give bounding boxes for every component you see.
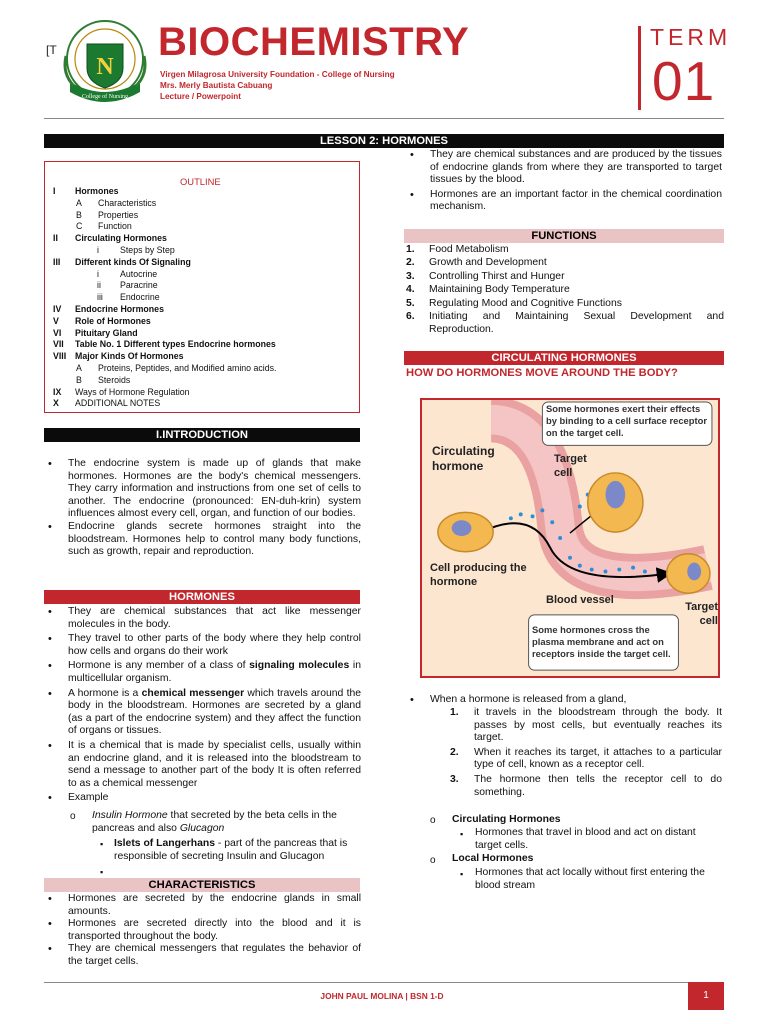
outline-item-number: VIII [53,351,67,362]
outline-item-number: A [76,362,82,373]
list-item: • Hormones are secreted by the endocrine glands in small amounts. [68,893,361,918]
label-blood-vessel: Blood vessel [546,594,614,606]
step-number: 2. [450,746,459,758]
step-number: 3. [450,773,459,785]
svg-text:College of Nursing: College of Nursing [82,94,128,100]
outline-item [0,387,360,399]
sub-bullet-marker: o [430,855,436,866]
outline-item-number: III [53,256,61,267]
function-item [404,257,724,270]
characteristics-heading: CHARACTERISTICS [44,878,360,892]
outline-item [0,375,360,387]
college-seal-logo [60,16,150,110]
outline-list [0,186,360,410]
function-label: Maintaining Body Temperature [429,284,570,296]
outline-item-number: VI [53,327,62,338]
list-item: • The endocrine system is made up of glands that make hormones. Hormones are the body's chemical messengers. They carry information and instructions from one set of cells to another. The endocrine (pronounced: EN-duh-krin) system influences almost every cell, organ, and function of our bodies. [68,458,361,521]
function-number: 4. [406,284,415,296]
sub-bullet-marker: o [430,815,436,826]
lesson-title-bar: LESSON 2: HORMONES [44,134,724,148]
teacher-name: Mrs. Merly Bautista Cabuang [160,81,273,90]
outline-item-label: Endocrine Hormones [75,303,164,314]
outline-item [0,339,360,351]
characteristics-list [68,893,361,969]
outline-item-number: B [76,209,82,220]
outline-item-label: Circulating Hormones [75,233,167,244]
outline-item-number: C [76,221,83,232]
lecture-format: Lecture / Powerpoint [160,92,241,101]
outline-item-number: ii [97,280,101,291]
outline-item-number: X [53,398,59,409]
outline-item-label: Steroids [98,374,131,385]
label-target-cell-2: Target cell [685,601,718,627]
function-label: Initiating and Maintaining Sexual Development and Reproduction. [429,310,724,335]
function-number: 1. [406,244,415,255]
step-item [448,774,722,799]
outline-item [0,257,360,269]
list-item: • They are chemical substances that act like messenger molecules in the body. [68,606,361,631]
outline-item-label: Table No. 1 Different types Endocrine hormones [75,339,276,350]
outline-item-number: I [53,186,56,196]
function-item [404,311,724,336]
function-label: Regulating Mood and Cognitive Functions [429,297,622,309]
outline-item-number: i [97,268,99,279]
outline-item [0,245,360,257]
function-label: Growth and Development [429,257,547,269]
outline-item [0,198,360,210]
circulating-hormones-desc: Hormones that travel in blood and act on distant target cells. [475,827,696,851]
page-number: 1 [688,982,724,1010]
example-islets: Islets of Langerhans - part of the pancreas that is responsible of secreting Insulin and Glucagon [114,838,348,862]
hormones-list [68,606,361,805]
list-item: • Hormones are an important factor in the chemical coordination mechanism. [430,189,722,214]
step-text: The hormone then tells the receptor cell to do something. [474,773,722,798]
outline-item [0,316,360,328]
function-number: 5. [406,297,415,309]
list-item: • Endocrine glands secrete hormones straight into the bloodstream. Hormones help to control many body functions, such as growth, repair and reproduction. [68,521,361,559]
step-text: When it reaches its target, it attaches to a particular type of cell, known as a receptor cell. [474,746,722,771]
outline-item [0,351,360,363]
outline-item [0,186,360,198]
introduction-heading: I.INTRODUCTION [44,428,360,442]
svg-text:N: N [96,54,114,80]
step-number: 1. [450,707,459,718]
circulating-heading: CIRCULATING HORMONES [404,351,724,365]
outline-item [0,280,360,292]
hormones-heading: HORMONES [44,590,360,604]
steps-list [448,707,722,801]
outline-item-number: IX [53,386,62,397]
outline-heading: OUTLINE [180,176,221,187]
function-label: Food Metabolism [429,244,509,255]
function-item [404,244,724,257]
local-hormones-title: Local Hormones [452,853,534,864]
outline-item-label: Characteristics [98,197,157,208]
outline-item-label: Steps by Step [120,244,175,255]
introduction-list [68,458,361,559]
callout-plasma-membrane: Some hormones cross the plasma membrane and act on receptors inside the target cell. [532,624,671,659]
square-bullet: ▪ [100,839,104,849]
footer-author: JOHN PAUL MOLINA | BSN 1-D [320,991,444,1001]
outline-item [0,328,360,340]
header-bracket: [T [46,43,57,57]
term-divider [638,26,641,110]
list-item: • They are chemical substances and are produced by the tissues of endocrine glands from where they are transported to target tissues by the blood. [430,149,722,187]
list-item: • Hormones are secreted directly into the blood and it is transported throughout the body. [68,918,361,943]
outline-item [0,210,360,222]
outline-item-label: Different kinds Of Signaling [75,256,191,267]
callout-surface-receptor: Some hormones exert their effects by binding to a cell surface receptor on the target cell. [546,403,707,438]
function-label: Controlling Thirst and Hunger [429,270,565,282]
outline-item [0,233,360,245]
function-item [404,284,724,297]
step-item [448,747,722,772]
outline-item [0,363,360,375]
label-producing-cell: Cell producing the hormone [430,562,527,588]
list-item: • Example [68,792,361,805]
circulating-hormones-title: Circulating Hormones [452,814,561,825]
function-number: 3. [406,270,415,282]
outline-item-label: Proteins, Peptides, and Modified amino acids. [98,362,277,373]
outline-item-number: B [76,374,82,385]
outline-item-number: V [53,315,59,326]
outline-item-label: Role of Hormones [75,315,151,326]
term-label: TERM [650,24,732,50]
outline-item-number: II [53,233,58,244]
outline-item [0,221,360,233]
square-bullet: ▪ [460,829,464,839]
course-title: BIOCHEMISTRY [158,20,470,64]
outline-item-label: Function [98,221,132,232]
list-item: • A hormone is a chemical messenger which travels around the body in the bloodstream. Hormones are secreted by a gland (as a part of the endocrine system) and they affect the function of organs or tissues. [68,688,361,738]
list-item: • When a hormone is released from a gland, [430,694,722,707]
outline-item [0,292,360,304]
term-number: 01 [652,50,716,112]
outline-item-number: VII [53,339,64,350]
functions-list [404,244,724,337]
header-rule [44,118,724,119]
functions-heading: FUNCTIONS [404,229,724,243]
outline-item-number: IV [53,303,62,314]
square-bullet: ▪ [100,867,104,877]
outline-item [0,304,360,316]
outline-item-label: Major Kinds Of Hormones [75,351,184,362]
function-number: 6. [406,310,415,322]
footer-rule [44,982,724,983]
local-hormones-desc: Hormones that act locally without first entering the blood stream [475,867,705,891]
circulating-question: HOW DO HORMONES MOVE AROUND THE BODY? [406,367,678,379]
list-item: • They travel to other parts of the body where they help control how cells and organs do their work [68,633,361,658]
outline-item [0,398,360,410]
example-insulin: Insulin Hormone that secreted by the beta cells in the pancreas and also Glucagon [92,810,337,834]
outline-item-number: iii [97,292,103,303]
outline-item-label: Ways of Hormone Regulation [75,386,190,397]
outline-item-number: i [97,244,99,255]
step-item [448,707,722,745]
outline-item-number: A [76,197,82,208]
right-intro-list [430,149,722,214]
outline-item-label: Endocrine [120,292,160,303]
steps-intro [430,694,722,707]
outline-item-label: Hormones [75,186,119,196]
list-item: • It is a chemical that is made by specialist cells, usually within an endocrine gland, and it is released into the bloodstream to send a message to another part of the body It is often referred to as a chemical messenger [68,740,361,790]
list-item: • Hormone is any member of a class of signaling molecules in multicellular organism. [68,660,361,685]
school-name: Virgen Milagrosa University Foundation - College of Nursing [160,70,395,79]
outline-item-label: Autocrine [120,268,158,279]
outline-item-label: Properties [98,209,139,220]
sub-bullet-marker: o [70,811,76,822]
label-target-cell-1: Target cell [554,453,587,479]
square-bullet: ▪ [460,869,464,879]
function-item [404,298,724,311]
function-item [404,271,724,284]
function-number: 2. [406,257,415,269]
list-item: • They are chemical messengers that regulates the behavior of the target cells. [68,943,361,968]
label-circulating-hormone: Circulating hormone [432,444,495,473]
outline-item-label: Pituitary Gland [75,327,138,338]
outline-item-label: Paracrine [120,280,158,291]
step-text: it travels in the bloodstream through the body. It passes by most cells, but eventually reaches its target. [474,707,722,744]
outline-item-label: ADDITIONAL NOTES [75,398,161,409]
outline-item [0,269,360,281]
